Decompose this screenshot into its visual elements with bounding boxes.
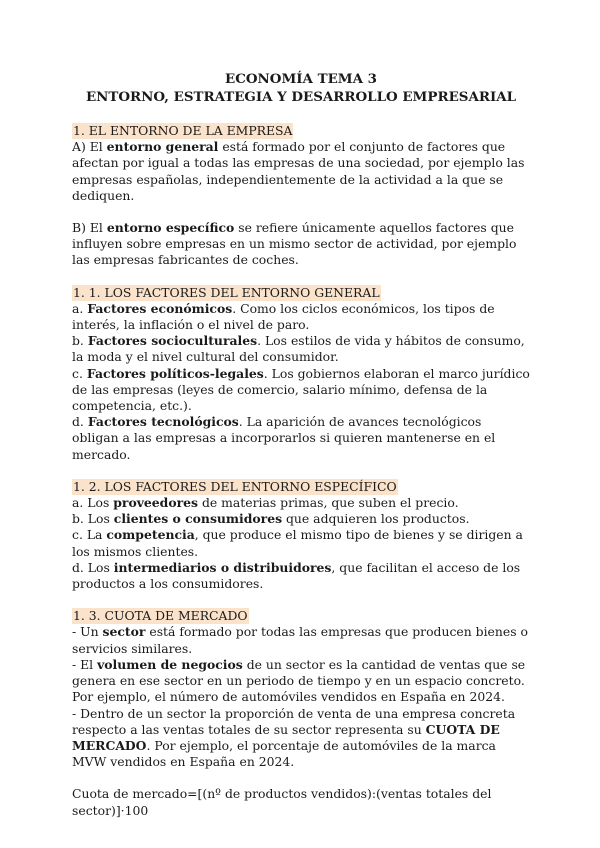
bold-term: sector [102,624,146,640]
list-item [72,624,530,656]
text-prefix: a. Los [72,495,114,511]
text-prefix: c. [72,365,87,381]
text-rest: de materias primas, que suben el precio. [198,495,459,511]
section-1-2 [72,479,530,592]
section-heading-1-3: 1. 3. CUOTA DE MERCADO [73,608,248,624]
section-heading-1: 1. EL ENTORNO DE LA EMPRESA [73,123,293,138]
bold-term: Factores económicos [87,300,233,316]
formula: Cuota de mercado=[(nº de productos vendidos):(ventas totales del sector)]·100 [72,786,492,818]
text-rest: . Como los ciclos económicos, los tipos de interés, la inflación o el nivel de paro. [72,300,495,333]
paragraph-entorno-general [72,139,530,204]
bold-term: entorno general [106,139,219,155]
text-prefix: a. [72,300,88,316]
text-prefix: b. Los [72,511,114,527]
list-item [72,333,530,365]
bold-term: intermediarios o distribuidores [113,559,332,575]
list-item [72,560,530,592]
text-rest: se refiere únicamente aquellos factores que influyen sobre empresas en un mismo sector de actividad, por ejemplo las empresas fabricantes de coches. [72,220,517,268]
document-page [72,64,530,819]
text-prefix: c. La [72,527,107,543]
paragraph-entorno-especifico [72,220,530,269]
text-rest: . Los gobiernos elaboran el marco jurídico de las empresas (leyes de comercio, salario mínimo, defensa de la competencia, etc.). [72,365,530,414]
text-prefix: - El [72,656,98,672]
text-prefix: d. Los [72,559,114,575]
bold-term: Factores políticos-legales [86,365,264,381]
text-rest: de un sector es la cantidad de ventas que se genera en ese sector en un periodo de tiempo y en un espacio concreto. Por ejemplo, el número de automóviles vendidos en España en 2024. [72,656,526,705]
bold-term: CUOTA DE MERCADO [72,721,500,753]
list-item [72,527,530,559]
text-rest: . Por ejemplo, el porcentaje de automóviles de la marca MVW vendidos en España en 2024. [72,737,496,770]
list-item [72,511,530,527]
text-rest: está formado por el conjunto de factores que afectan por igual a todas las empresas de una sociedad, por ejemplo las empresas españolas, independientemente de la actividad a la que se dediquen. [72,139,525,203]
list-item [72,657,530,706]
text-rest: , que produce el mismo tipo de bienes y se dirigen a los mismos clientes. [72,527,523,559]
text-rest: . La aparición de avances tecnológicos obligan a las empresas a incorporarlos si quieren mantenerse en el mercado. [72,414,496,462]
bold-term: Factores socioculturales [87,333,258,349]
text-rest: está formado por todas las empresas que producen bienes o servicios similares. [72,624,528,656]
text-rest: que adquieren los productos. [282,511,470,527]
text-prefix: b. [72,333,88,349]
list-item [72,414,530,463]
bold-term: proveedores [113,495,198,511]
section-1-3 [72,608,530,818]
text-rest: . Los estilos de vida y hábitos de consumo, la moda y el nivel cultural del consumidor. [72,333,525,365]
list-item [72,495,530,511]
section-1 [72,123,530,269]
section-1-1 [72,285,530,463]
list-item [72,301,530,333]
text-prefix: A) El [72,139,107,155]
list-item [72,706,530,771]
document-subtitle: ENTORNO, ESTRATEGIA Y DESARROLLO EMPRESARIAL [85,89,517,105]
section-heading-1-2: 1. 2. LOS FACTORES DEL ENTORNO ESPECÍFICO [73,478,397,494]
list-item [72,366,530,415]
section-heading-1-1: 1. 1. LOS FACTORES DEL ENTORNO GENERAL [73,284,380,300]
bold-term: competencia [106,527,195,543]
text-rest: , que facilitan el acceso de los productos a los consumidores. [72,559,521,592]
bold-term: volumen de negocios [97,656,243,672]
text-prefix: d. [72,414,88,430]
text-prefix: B) El [72,220,107,236]
bold-term: clientes o consumidores [113,511,283,527]
document-title: ECONOMÍA TEMA 3 [225,71,377,87]
bold-term: Factores tecnológicos [87,414,239,430]
bold-term: entorno específico [106,220,235,236]
text-prefix: - Un [72,624,103,640]
text-prefix: - Dentro de un sector la proporción de venta de una empresa concreta respecto a las ventas totales de su sector representa su [72,705,516,737]
